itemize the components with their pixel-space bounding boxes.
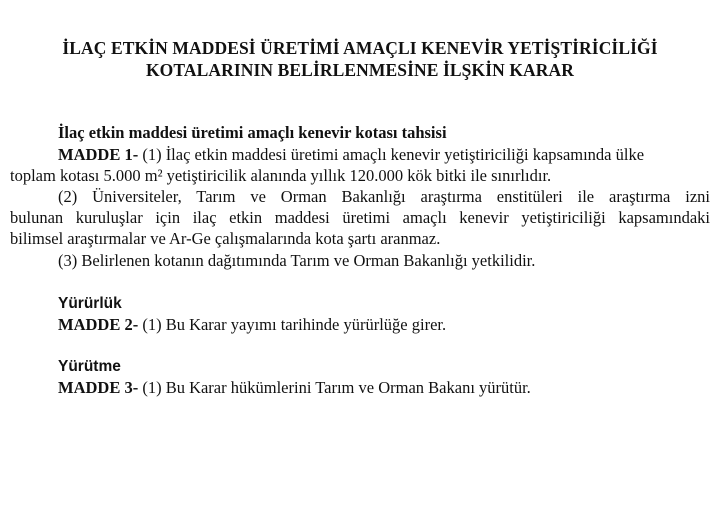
article-1-paragraph-2-line-1: (2) Üniversiteler, Tarım ve Orman Bakanlığı araştırma enstitüleri ile araştırma izni <box>58 187 710 206</box>
article-1-paragraph-2-line-2: bulunan kuruluşlar için ilaç etkin maddesi üretimi amaçlı kenevir yetiştiriciliği kapsamındaki <box>10 208 710 227</box>
article-1-label: MADDE 1- <box>58 145 139 164</box>
article-1-paragraph-3-line-1: (3) Belirlenen kotanın dağıtımında Tarım ve Orman Bakanlığı yetkilidir. <box>58 251 536 270</box>
article-1-paragraph-1-line-2: toplam kotası 5.000 m² yetiştiricilik alanında yıllık 120.000 kök bitki ile sınırlıdır. <box>10 166 552 185</box>
article-1-paragraph-1-line-1 <box>58 145 644 165</box>
article-1-paragraph-2-line-3: bilimsel araştırmalar ve Ar-Ge çalışmalarında kota şartı aranmaz. <box>10 229 441 248</box>
article-3-label: MADDE 3- <box>58 378 139 397</box>
article-3-text: (1) Bu Karar hükümlerini Tarım ve Orman Bakanı yürütür. <box>138 378 531 397</box>
section-1-heading: İlaç etkin maddesi üretimi amaçlı kenevir kotası tahsisi <box>58 123 447 142</box>
article-2-text: (1) Bu Karar yayımı tarihinde yürürlüğe girer. <box>138 315 447 334</box>
section-3-heading: Yürütme <box>58 358 121 375</box>
article-2-label: MADDE 2- <box>58 315 139 334</box>
document-title-line-2: KOTALARININ BELİRLENMESİNE İLŞKİN KARAR <box>145 60 575 80</box>
article-1-paragraph-1-text: (1) İlaç etkin maddesi üretimi amaçlı kenevir yetiştiriciliği kapsamında ülke <box>138 145 645 164</box>
article-2-line <box>58 315 446 335</box>
section-2-heading: Yürürlük <box>58 295 122 312</box>
article-3-line <box>58 378 531 398</box>
document-title-line-1: İLAÇ ETKİN MADDESİ ÜRETİMİ AMAÇLI KENEVİR YETİŞTİRİCİLİĞİ <box>62 38 658 58</box>
